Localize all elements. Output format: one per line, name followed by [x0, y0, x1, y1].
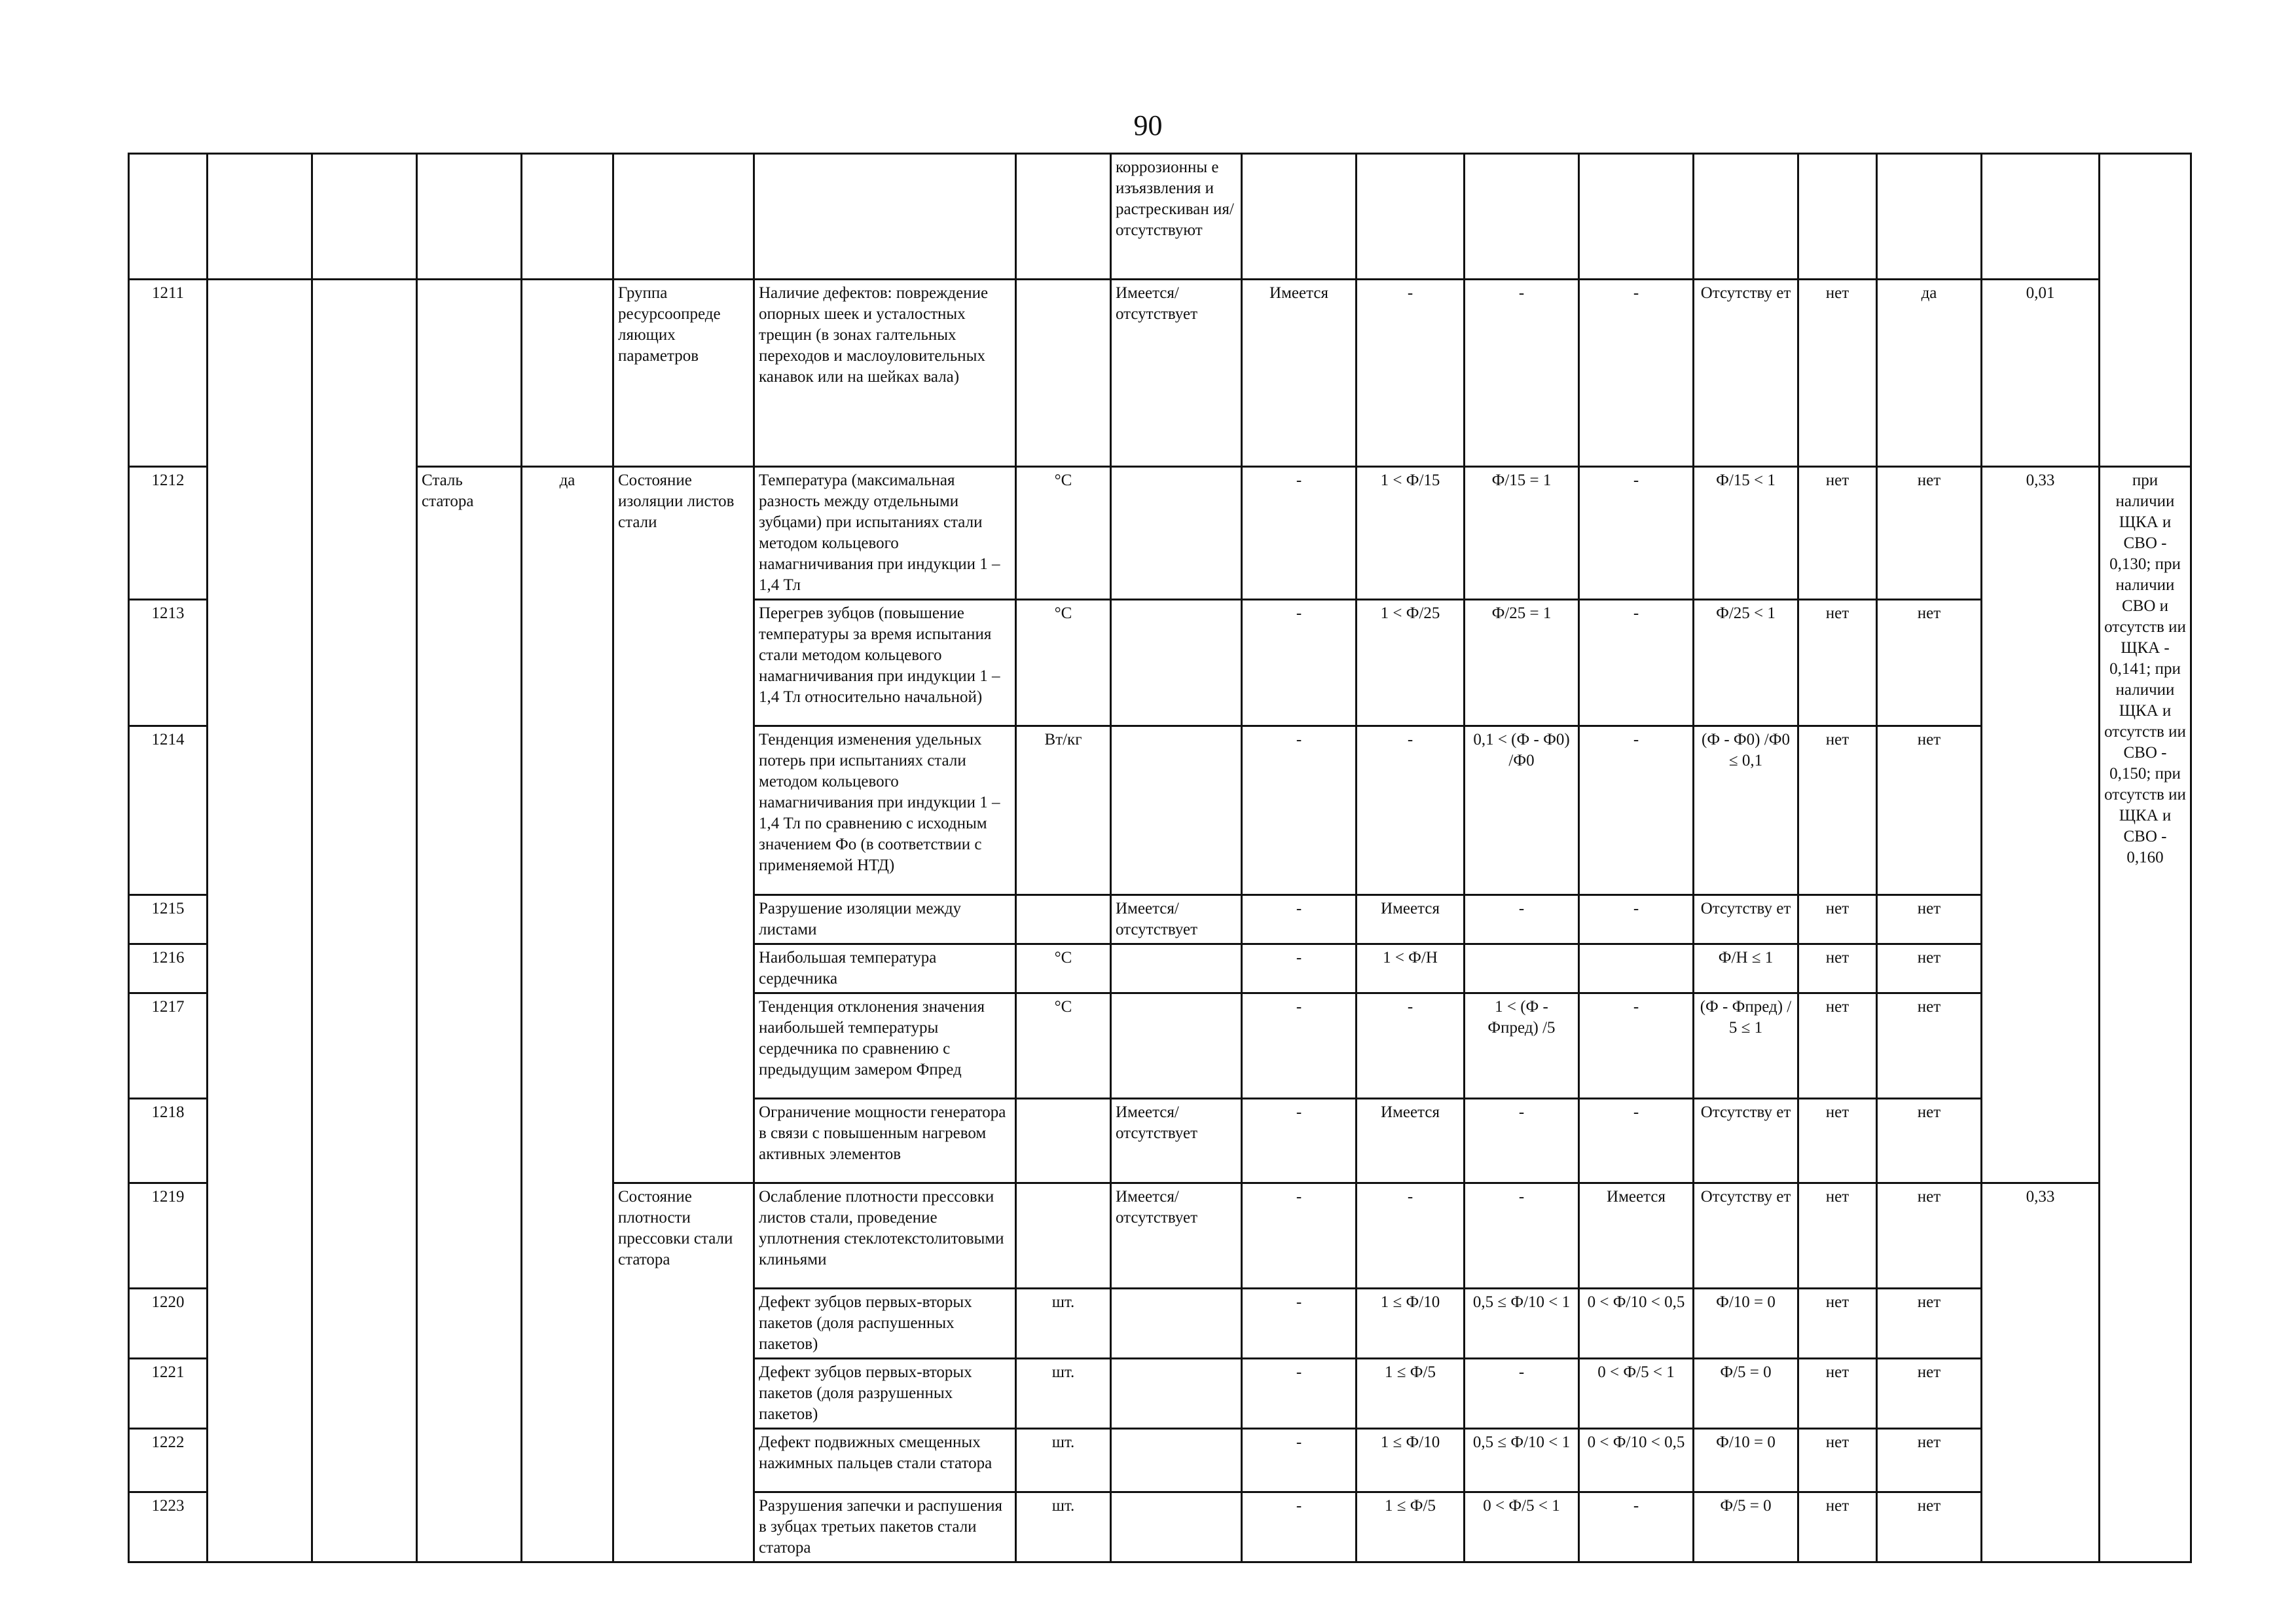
cell-c6: нет — [1798, 467, 1877, 600]
cell-c2: - — [1357, 1183, 1465, 1289]
cell-id: 1217 — [129, 993, 208, 1099]
cell-unit: °С — [1016, 467, 1111, 600]
cell-c5: (Ф - Ф0) /Ф0 ≤ 0,1 — [1694, 726, 1798, 895]
cell-empty — [208, 154, 312, 280]
cell-c5: Отсутству ет — [1694, 1099, 1798, 1183]
cell-param: Дефект зубцов первых-вторых пакетов (доля разрушенных пакетов) — [754, 1359, 1016, 1429]
cell-id: 1214 — [129, 726, 208, 895]
cell-c1: - — [1242, 1099, 1357, 1183]
cell-c6: нет — [1798, 280, 1877, 467]
cell-c2: Имеется — [1357, 1099, 1465, 1183]
cell-values: Имеется/ отсутствует — [1111, 1099, 1242, 1183]
cell-object — [417, 280, 522, 467]
cell-values — [1111, 993, 1242, 1099]
cell-c2: 1 < Ф/15 — [1357, 467, 1465, 600]
table-row — [129, 280, 2191, 467]
cell-c5: Ф/15 < 1 — [1694, 467, 1798, 600]
cell-c1: - — [1242, 467, 1357, 600]
cell-param: Ограничение мощности генератора в связи с повышенным нагревом активных элементов — [754, 1099, 1016, 1183]
cell-unit — [1016, 1183, 1111, 1289]
cell-c4: - — [1579, 1492, 1694, 1562]
cell-c2: Имеется — [1357, 895, 1465, 944]
cell-c4 — [1579, 944, 1694, 993]
cell-group: Группа ресурсоопреде ляющих параметров — [613, 280, 754, 467]
cell-note — [2100, 154, 2191, 467]
cell-c6: нет — [1798, 1359, 1877, 1429]
cell-empty — [208, 280, 312, 1562]
cell-values: Имеется/ отсутствует — [1111, 895, 1242, 944]
cell-param — [754, 154, 1016, 280]
cell-values: Имеется/ отсутствует — [1111, 280, 1242, 467]
cell-c4: - — [1579, 280, 1694, 467]
cell-c1: - — [1242, 600, 1357, 726]
cell-values — [1111, 1492, 1242, 1562]
cell-param: Наличие дефектов: повреждение опорных шеек и усталостных трещин (в зонах галтельных переходов и маслоуловительных канавок или на шейках вала) — [754, 280, 1016, 467]
cell-id: 1220 — [129, 1289, 208, 1359]
cell-values — [1111, 1429, 1242, 1492]
cell-id: 1223 — [129, 1492, 208, 1562]
cell-unit: °С — [1016, 993, 1111, 1099]
cell-c6: нет — [1798, 993, 1877, 1099]
cell-c7: нет — [1877, 944, 1982, 993]
cell-c5: Отсутству ет — [1694, 1183, 1798, 1289]
cell-values — [1111, 1289, 1242, 1359]
cell-id: 1222 — [129, 1429, 208, 1492]
cell-id: 1219 — [129, 1183, 208, 1289]
cell-c6: нет — [1798, 726, 1877, 895]
cell-c3 — [1465, 944, 1579, 993]
cell-c7: нет — [1877, 1492, 1982, 1562]
cell-id — [129, 154, 208, 280]
cell-c4: 0 < Ф/10 < 0,5 — [1579, 1429, 1694, 1492]
cell-empty — [312, 280, 417, 1562]
cell-c2: 1 < Ф/25 — [1357, 600, 1465, 726]
cell-param: Перегрев зубцов (повышение температуры за время испытания стали методом кольцевого намагничивания при индукции 1 – 1,4 Тл относительно начальной) — [754, 600, 1016, 726]
cell-c3: 0,1 < (Ф - Ф0) /Ф0 — [1465, 726, 1579, 895]
cell-note: при наличии ЩКА и СВО - 0,130; при наличии СВО и отсутств ии ЩКА - 0,141; при наличии ЩКА и отсутств ии СВО - 0,150; при отсутств ии ЩКА и СВО - 0,160 — [2100, 467, 2191, 1562]
cell-c6: нет — [1798, 895, 1877, 944]
cell-c7: нет — [1877, 600, 1982, 726]
cell-c6: нет — [1798, 1429, 1877, 1492]
cell-unit: шт. — [1016, 1289, 1111, 1359]
cell-values — [1111, 1359, 1242, 1429]
cell-param: Дефект подвижных смещенных нажимных пальцев стали статора — [754, 1429, 1016, 1492]
cell-c4 — [1579, 154, 1694, 280]
cell-group — [613, 154, 754, 280]
cell-c6: нет — [1798, 1289, 1877, 1359]
cell-c5: Отсутству ет — [1694, 280, 1798, 467]
cell-values — [1111, 467, 1242, 600]
cell-c2: 1 ≤ Ф/5 — [1357, 1492, 1465, 1562]
cell-weight: 0,01 — [1982, 280, 2100, 467]
cell-c5: Ф/10 = 0 — [1694, 1429, 1798, 1492]
cell-c1: - — [1242, 895, 1357, 944]
cell-unit: шт. — [1016, 1492, 1111, 1562]
cell-c1: - — [1242, 944, 1357, 993]
cell-unit: Вт/кг — [1016, 726, 1111, 895]
cell-unit — [1016, 280, 1111, 467]
table-row — [129, 467, 2191, 600]
cell-c2: 1 ≤ Ф/10 — [1357, 1289, 1465, 1359]
cell-c6: нет — [1798, 944, 1877, 993]
cell-c6 — [1798, 154, 1877, 280]
cell-c3: - — [1465, 1099, 1579, 1183]
cell-flag — [522, 280, 613, 467]
cell-unit: шт. — [1016, 1429, 1111, 1492]
cell-c3: - — [1465, 1183, 1579, 1289]
cell-c2: - — [1357, 726, 1465, 895]
cell-c1: - — [1242, 1289, 1357, 1359]
cell-c7: нет — [1877, 1099, 1982, 1183]
cell-c2: 1 < Ф/Н — [1357, 944, 1465, 993]
cell-c4: 0 < Ф/10 < 0,5 — [1579, 1289, 1694, 1359]
cell-c4: 0 < Ф/5 < 1 — [1579, 1359, 1694, 1429]
cell-c5: Ф/Н ≤ 1 — [1694, 944, 1798, 993]
cell-flag — [522, 154, 613, 280]
cell-c7: нет — [1877, 1359, 1982, 1429]
cell-c3: 0,5 ≤ Ф/10 < 1 — [1465, 1429, 1579, 1492]
cell-c6: нет — [1798, 1183, 1877, 1289]
cell-c1: - — [1242, 1429, 1357, 1492]
cell-values: Имеется/ отсутствует — [1111, 1183, 1242, 1289]
cell-c4: - — [1579, 467, 1694, 600]
cell-c1: - — [1242, 726, 1357, 895]
cell-param: Тенденция отклонения значения наибольшей температуры сердечника по сравнению с предыдущим замером Фпред — [754, 993, 1016, 1099]
cell-c6: нет — [1798, 1099, 1877, 1183]
cell-unit — [1016, 895, 1111, 944]
cell-param: Разрушение изоляции между листами — [754, 895, 1016, 944]
cell-c7 — [1877, 154, 1982, 280]
cell-id: 1212 — [129, 467, 208, 600]
cell-c5: Ф/5 = 0 — [1694, 1359, 1798, 1429]
cell-id: 1218 — [129, 1099, 208, 1183]
page-number: 90 — [1133, 109, 1163, 141]
cell-object — [417, 154, 522, 280]
cell-param: Наибольшая температура сердечника — [754, 944, 1016, 993]
cell-c4: - — [1579, 895, 1694, 944]
cell-c1: - — [1242, 1359, 1357, 1429]
cell-c7: нет — [1877, 895, 1982, 944]
cell-c5: Ф/25 < 1 — [1694, 600, 1798, 726]
cell-unit: °С — [1016, 944, 1111, 993]
cell-c7: нет — [1877, 467, 1982, 600]
cell-c2 — [1357, 154, 1465, 280]
cell-param: Температура (максимальная разность между отдельными зубцами) при испытаниях стали методом кольцевого намагничивания при индукции 1 – 1,4 Тл — [754, 467, 1016, 600]
cell-empty — [312, 154, 417, 280]
cell-c1 — [1242, 154, 1357, 280]
cell-c7: нет — [1877, 1429, 1982, 1492]
cell-c2: - — [1357, 280, 1465, 467]
cell-c7: нет — [1877, 726, 1982, 895]
cell-c1: - — [1242, 1492, 1357, 1562]
cell-c3: Ф/25 = 1 — [1465, 600, 1579, 726]
cell-unit — [1016, 1099, 1111, 1183]
cell-group: Состояние изоляции листов стали — [613, 467, 754, 1183]
cell-id: 1216 — [129, 944, 208, 993]
cell-param: Разрушения запечки и распушения в зубцах третьих пакетов стали статора — [754, 1492, 1016, 1562]
cell-c7: нет — [1877, 1289, 1982, 1359]
cell-c3: 1 < (Ф - Фпред) /5 — [1465, 993, 1579, 1099]
cell-c3: - — [1465, 280, 1579, 467]
cell-group: Состояние плотности прессовки стали статора — [613, 1183, 754, 1562]
cell-c4: - — [1579, 600, 1694, 726]
cell-c3: - — [1465, 895, 1579, 944]
cell-c3: - — [1465, 1359, 1579, 1429]
cell-c6: нет — [1798, 1492, 1877, 1562]
cell-c5: Ф/10 = 0 — [1694, 1289, 1798, 1359]
cell-c3: 0 < Ф/5 < 1 — [1465, 1492, 1579, 1562]
cell-param: Тенденция изменения удельных потерь при испытаниях стали методом кольцевого намагничивания при индукции 1 – 1,4 Тл по сравнению с исходным значением Фо (в соответствии с применяемой НТД) — [754, 726, 1016, 895]
cell-c4: - — [1579, 1099, 1694, 1183]
cell-id: 1213 — [129, 600, 208, 726]
cell-values: коррозионны е изъязвления и растрескиван ия/ отсутствуют — [1111, 154, 1242, 280]
cell-values — [1111, 600, 1242, 726]
cell-id: 1221 — [129, 1359, 208, 1429]
cell-object: Сталь статора — [417, 467, 522, 1562]
cell-c5 — [1694, 154, 1798, 280]
cell-c4: Имеется — [1579, 1183, 1694, 1289]
cell-c7: да — [1877, 280, 1982, 467]
cell-c5: (Ф - Фпред) / 5 ≤ 1 — [1694, 993, 1798, 1099]
cell-c6: нет — [1798, 600, 1877, 726]
cell-c1: Имеется — [1242, 280, 1357, 467]
cell-c3: Ф/15 = 1 — [1465, 467, 1579, 600]
cell-c7: нет — [1877, 993, 1982, 1099]
cell-weight: 0,33 — [1982, 1183, 2100, 1562]
table-row — [129, 154, 2191, 280]
cell-c2: 1 ≤ Ф/10 — [1357, 1429, 1465, 1492]
cell-unit: °С — [1016, 600, 1111, 726]
cell-c1: - — [1242, 993, 1357, 1099]
cell-id: 1215 — [129, 895, 208, 944]
cell-c1: - — [1242, 1183, 1357, 1289]
cell-c5: Отсутству ет — [1694, 895, 1798, 944]
cell-c4: - — [1579, 993, 1694, 1099]
cell-values — [1111, 726, 1242, 895]
cell-c7: нет — [1877, 1183, 1982, 1289]
cell-param: Ослабление плотности прессовки листов стали, проведение уплотнения стеклотекстолитовыми клиньями — [754, 1183, 1016, 1289]
cell-values — [1111, 944, 1242, 993]
cell-unit — [1016, 154, 1111, 280]
cell-unit: шт. — [1016, 1359, 1111, 1429]
cell-c2: 1 ≤ Ф/5 — [1357, 1359, 1465, 1429]
cell-c5: Ф/5 = 0 — [1694, 1492, 1798, 1562]
cell-flag: да — [522, 467, 613, 1562]
cell-weight: 0,33 — [1982, 467, 2100, 1183]
cell-weight — [1982, 154, 2100, 280]
cell-param: Дефект зубцов первых-вторых пакетов (доля распушенных пакетов) — [754, 1289, 1016, 1359]
cell-c3: 0,5 ≤ Ф/10 < 1 — [1465, 1289, 1579, 1359]
cell-c2: - — [1357, 993, 1465, 1099]
cell-c4: - — [1579, 726, 1694, 895]
cell-c3 — [1465, 154, 1579, 280]
parameters-table — [128, 153, 2192, 1563]
cell-id: 1211 — [129, 280, 208, 467]
